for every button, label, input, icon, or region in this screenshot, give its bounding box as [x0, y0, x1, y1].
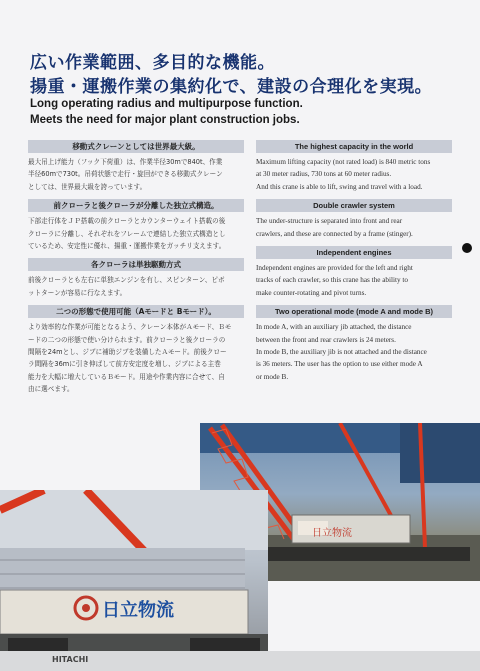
english-features-column	[256, 140, 452, 389]
feature-line: 間隔を24mとし、ジブに補助ジブを装備したＡモード。前後クロー	[28, 348, 227, 357]
page-marker-dot	[462, 243, 472, 253]
brand-footer: HITACHI	[52, 655, 89, 664]
headline-line-2: 揚重・運搬作業の集約化で、建設の合理化を実現。	[30, 77, 433, 97]
feature-title: 前クローラと後クローラが分離した独立式構造。	[28, 199, 244, 212]
feature-line: at 30 meter radius, 730 tons at 60 meter radius.	[256, 170, 392, 179]
headline-line-1: 広い作業範囲、多目的な機能。	[30, 53, 275, 73]
feature-line: In mode B, the auxiliary jib is not attached and the distance	[256, 348, 427, 357]
crane-photo-left	[0, 490, 268, 671]
feature-title: Double crawler system	[256, 199, 452, 212]
feature-line: make counter-rotating and pivot turns.	[256, 288, 367, 297]
feature-line: is 36 meters. The user has the option to use either mode A	[256, 360, 423, 369]
feature-title: The highest capacity in the world	[256, 140, 452, 153]
feature-body	[256, 262, 452, 299]
feature-line: としては、世界最大級を誇っています。	[28, 182, 147, 191]
japanese-features-column	[28, 140, 244, 402]
feature-line: ードの二つの形態で使い分けられます。前クローラと後クローラの	[28, 335, 226, 344]
feature-line: between the front and rear crawlers is 24 meters.	[256, 335, 396, 344]
feature-line: 由に選べます。	[28, 385, 74, 394]
feature-body	[28, 156, 244, 193]
right-photo-sign: 日立物流	[312, 528, 352, 539]
feature-line: The under-structure is separated into front and rear	[256, 217, 403, 226]
feature-body	[256, 156, 452, 193]
feature-title: 移動式クレーンとしては世界最大級。	[28, 140, 244, 153]
feature-jp	[28, 140, 244, 193]
feature-en	[256, 140, 452, 193]
feature-line: 下部走行体をＪＰ搭載の前クローラとカウンターウェイト搭載の後	[28, 217, 226, 226]
feature-line: tracks of each crawler, so this crane has the ability to	[256, 276, 408, 285]
feature-line: 半径60mで730t。吊荷状態で走行・旋回ができる移動式クレーン	[28, 170, 223, 179]
feature-en	[256, 305, 452, 383]
feature-line: And this crane is able to lift, swing and travel with a load.	[256, 182, 423, 191]
feature-line: より効率的な作業が可能となるよう、クレーン本体がＡモード、Ｂモ	[28, 323, 232, 332]
feature-line: In mode A, with an auxiliary jib attached, the distance	[256, 323, 412, 332]
page-footer-strip	[0, 651, 480, 671]
feature-jp	[28, 305, 244, 395]
feature-line: ットターンが容易に行なえます。	[28, 288, 127, 297]
feature-line: ているため、安定性に優れ、揚重・運搬作業をガッチリ支えます。	[28, 242, 226, 251]
feature-en	[256, 199, 452, 240]
feature-body	[28, 215, 244, 252]
feature-line: ラ間隔を36mに引き伸ばして前方安定度を増し、ジブによる主巻	[28, 360, 221, 369]
feature-body	[256, 321, 452, 383]
feature-title: Two operational mode (mode A and mode B)	[256, 305, 452, 318]
feature-line: クローラに分離し、それぞれをフレームで連結した独立式構造とし	[28, 229, 226, 238]
feature-line: 能力を大幅に増大しているＢモード。用途や作業内容に合せて、自	[28, 372, 225, 381]
feature-body	[28, 274, 244, 299]
feature-en	[256, 246, 452, 299]
feature-line: or mode B.	[256, 372, 289, 381]
feature-title: Independent engines	[256, 246, 452, 259]
feature-line: Maximum lifting capacity (not rated load) is 840 metric tons	[256, 158, 431, 166]
feature-body	[28, 321, 244, 395]
subheadline-line-1: Long operating radius and multipurpose function.	[30, 98, 303, 110]
feature-title: 二つの形態で使用可能（Aモードと Bモード）。	[28, 305, 244, 318]
feature-jp	[28, 258, 244, 299]
feature-title: 各クローラは単独駆動方式	[28, 258, 244, 271]
feature-line: 最大吊上げ能力（フック下荷重）は、作業半径30mで840t、作業	[28, 158, 223, 166]
feature-line: crawlers, and these are connected by a frame (stinger).	[256, 229, 413, 238]
feature-jp	[28, 199, 244, 252]
feature-line: Independent engines are provided for the left and right	[256, 264, 413, 273]
feature-body	[256, 215, 452, 240]
left-photo-sign: 日立物流	[102, 600, 174, 621]
feature-line: 前後クローラとも左右に単独エンジンを有し、スピンターン、ピボ	[28, 276, 225, 285]
subheadline-line-2: Meets the need for major plant construction jobs.	[30, 114, 300, 126]
